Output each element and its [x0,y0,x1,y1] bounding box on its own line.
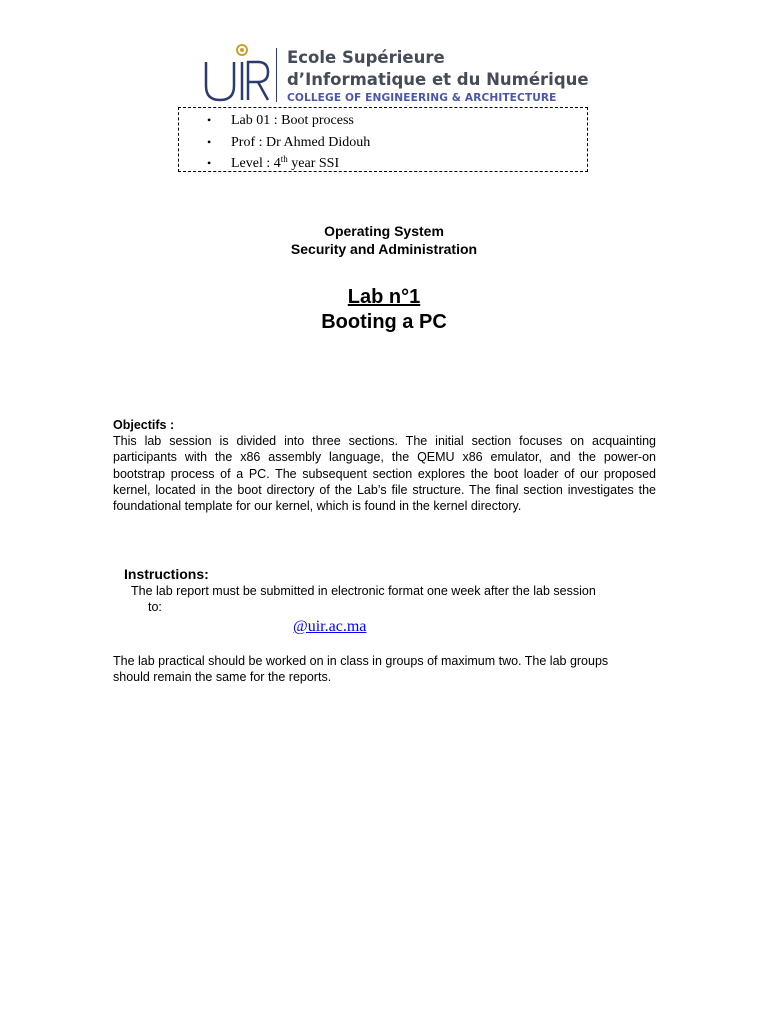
lab-title: Booting a PC [321,311,447,333]
level-prefix: Level : 4 [231,156,281,171]
logo-line-2: d’Informatique et du Numérique [287,70,589,89]
logo-line-1: Ecole Supérieure [287,48,445,67]
uir-logo-mark [200,42,272,108]
bullet-icon: • [207,134,212,149]
objectives-title: Objectifs : [113,418,175,432]
instructions-text [131,583,656,616]
submission-email-link[interactable]: @uir.ac.ma [293,618,367,635]
bullet-icon: • [207,113,212,127]
instructions-line-2: to: [148,600,162,615]
lab-info-item [207,153,370,175]
course-title [0,222,768,258]
lab-number: Lab n°1 [347,286,421,308]
lab-info-item [207,132,370,154]
logo-separator [276,48,277,102]
level-suffix: year SSI [287,156,340,171]
course-line-2: Security and Administration [290,241,478,257]
course-line-1: Operating System [324,223,444,239]
lab-info-box [178,107,588,172]
lab-info-list [207,110,370,175]
prof-label: Prof : Dr Ahmed Didouh [231,134,371,150]
lab-label: Lab 01 : Boot process [231,113,354,128]
bullet-icon: • [207,156,212,170]
instructions-line-1: The lab report must be submitted in electronic format one week after the lab session [131,584,596,598]
objectives-text: This lab session is divided into three sections. The initial section focuses on acquainting participants with the x86 assembly language, the QEMU x86 emulator, and the power-on bootstrap process of a PC. The subsequent section explores the boot loader of our proposed kernel, located in the boot directory of the Lab’s file structure. The final section investigates the foundational template for our kernel, which is found in the kernel directory. [113,434,656,514]
lab-info-item [207,110,370,132]
practical-text: The lab practical should be worked on in class in groups of maximum two. The lab groups should remain the same for the reports. [113,654,609,685]
instructions-title: Instructions: [124,566,209,582]
school-logo [200,42,589,108]
lab-heading [0,285,768,335]
level-superscript: th [280,154,288,164]
logo-text [287,47,589,105]
logo-line-3: COLLEGE OF ENGINEERING & ARCHITECTURE [287,92,557,104]
